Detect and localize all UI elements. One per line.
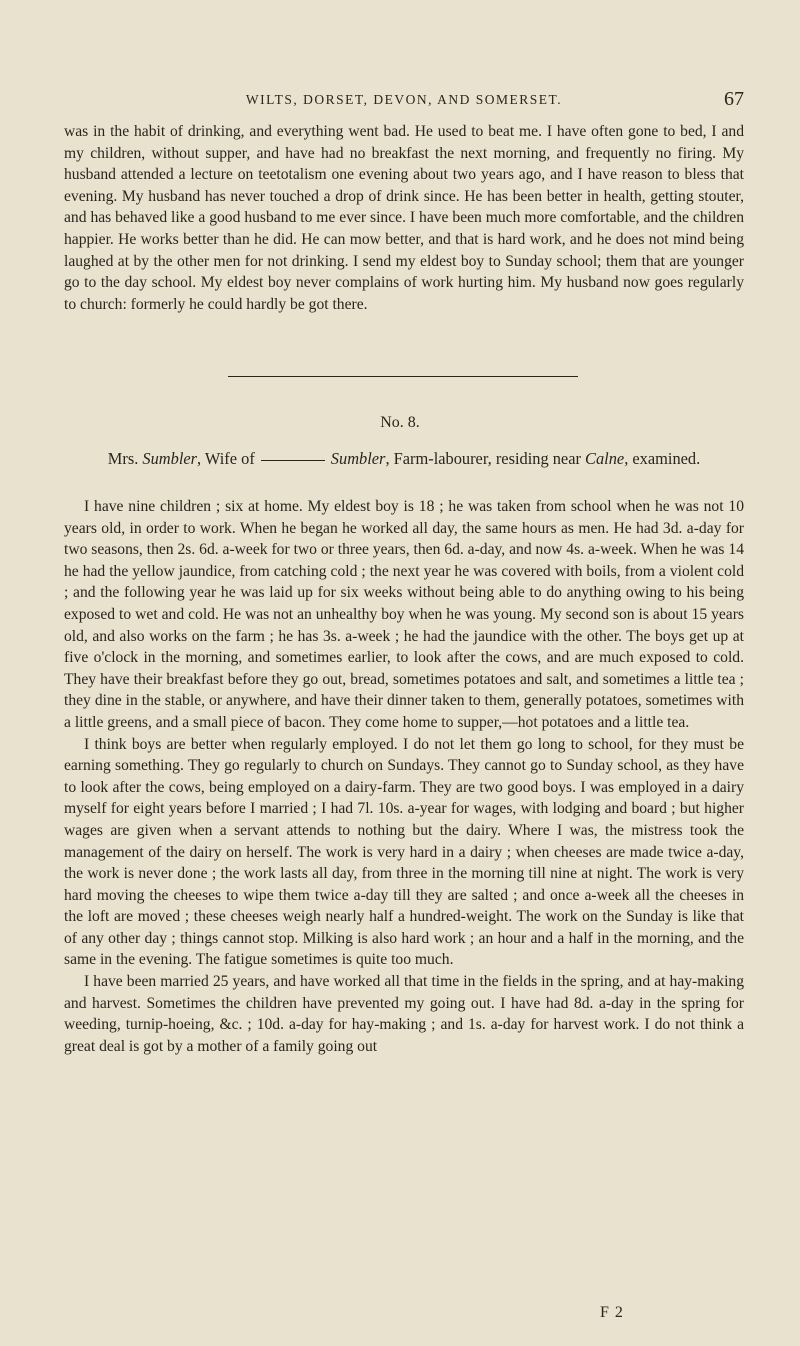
section-number: No. 8.: [380, 414, 420, 431]
husband-name: Sumbler: [330, 449, 386, 468]
running-header: [64, 88, 744, 112]
heading-end: , examined.: [624, 449, 701, 468]
signature-mark: F 2: [600, 1304, 624, 1321]
heading-rest: , Farm-labourer, residing near: [385, 449, 586, 468]
testimony-paragraph-1: I have nine children ; six at home. My eldest boy is 18 ; he was taken from school when he was not 10 years old, in order to work. When he began he worked all day, the same hours as men. He had 3d. a-day for two seasons, then 2s. 6d. a-week for two or three years, then 6d. a-day, and now 4s. a-week. When he was 14 he had the yellow jaundice, from catching cold ; the next year he was covered with boils, from a violent cold ; and the following year he was laid up for six weeks without being able to do anything owing to his being exposed to wet and cold. He was not an unhealthy boy when he was young. My second son is about 15 years old, and also works on the farm ; he has 3s. a-week ; he had the jaundice with the other. The boys get up at five o'clock in the morning, and sometimes earlier, to look after the cows, and are much exposed to cold. They have their breakfast before they go out, bread, sometimes potatoes and salt, and sometimes a little tea ; they dine in the stable, or anywhere, and have their dinner taken to them, generally potatoes, sometimes with a little greens, and a small piece of bacon. They come home to supper,—hot potatoes and a little tea.: [64, 498, 744, 731]
running-title: WILTS, DORSET, DEVON, AND SOMERSET.: [245, 92, 563, 107]
place-name: Calne: [585, 449, 625, 468]
witness-name: Sumbler: [142, 449, 198, 468]
intro-paragraph: was in the habit of drinking, and everything went bad. He used to beat me. I have often gone to bed, I and my children, without supper, and have had no breakfast the next morning, and frequently no firing. My husband attended a lecture on teetotalism one evening about two years ago, and I have reason to bless that evening. My husband has never touched a drop of drink since. He has been better in health, getting stouter, and has behaved like a good husband to me ever since. I have been much more comfortable, and the children happier. He works better than he did. He can mow better, and that is hard work, and he does not mind being laughed at by the other men for not drinking. I send my eldest boy to Sunday school; them that are younger go to the day school. My eldest boy never complains of work hurting him. My husband now goes regularly to church: formerly he could hardly be got there.: [64, 123, 744, 313]
heading-prefix: Mrs.: [107, 449, 143, 468]
page-number: 67: [724, 88, 744, 110]
intro-text: [64, 121, 744, 315]
testimony-paragraph-2: I think boys are better when regularly employed. I do not let them go long to school, for they must be earning something. They go regularly to church on Sundays. They cannot go to Sunday school, as they have to look after the cows, being employed on a dairy-farm. They are two good boys. I was employed in a dairy myself for eight years before I married ; I had 7l. 10s. a-year for wages, with lodging and board ; but higher wages are given when a servant attends to nothing but the dairy. Where I was, the mistress took the management of the dairy on herself. The work is very hard in a dairy ; when cheeses are made twice a-day, the work is never done ; the work lasts all day, from three in the morning till nine at night. The work is very hard moving the cheeses to wipe them twice a-day till they are salted ; and once a-week all the cheeses in the loft are moved ; these cheeses weigh nearly half a hundred-weight. The work on the Sunday is like that of any other day ; things cannot stop. Milking is also hard work ; an hour and a half in the morning, and the same in the evening. The fatigue sometimes is quite too much.: [64, 735, 744, 969]
section-heading: [64, 448, 744, 470]
blank-name-line: [261, 460, 325, 461]
heading-mid: , Wife of: [197, 449, 255, 468]
section-divider-rule: [228, 376, 578, 377]
testimony-text: [64, 496, 744, 1057]
testimony-paragraph-3: I have been married 25 years, and have worked all that time in the fields in the spring, and at hay-making and harvest. Sometimes the children have prevented my going out. I have had 8d. a-day in the spring for weeding, turnip-hoeing, &c. ; 10d. a-day for hay-making ; and 1s. a-day for harvest work. I do not think a great deal is got by a mother of a family going out: [64, 973, 744, 1055]
